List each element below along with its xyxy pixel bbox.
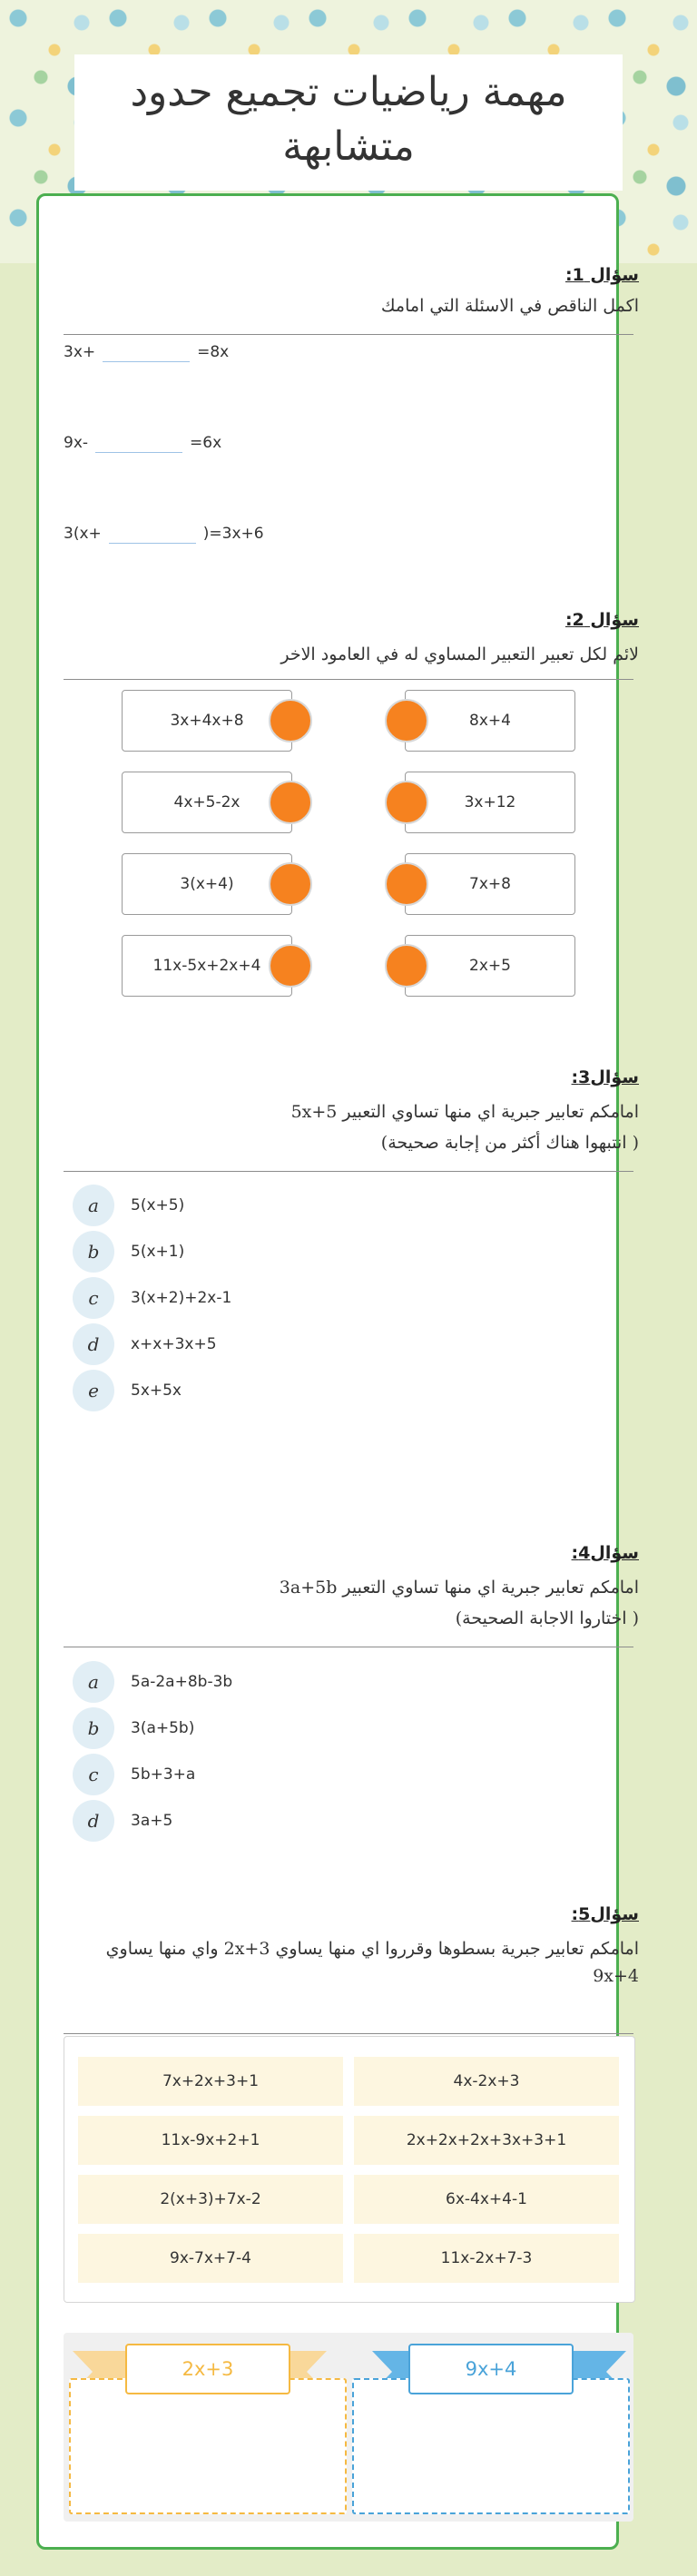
q3-option[interactable] bbox=[73, 1185, 184, 1226]
match-right-connector[interactable] bbox=[385, 944, 428, 988]
drop-zone-2x3[interactable] bbox=[69, 2378, 347, 2514]
match-left-item[interactable]: 3x+4x+8 bbox=[122, 690, 292, 752]
match-left-connector[interactable] bbox=[269, 699, 312, 742]
q4-option[interactable] bbox=[73, 1707, 194, 1749]
q1-text: اكمل الناقص في الاسئلة التي امامك bbox=[380, 296, 639, 316]
option-letter: c bbox=[73, 1754, 114, 1795]
draggable-chip[interactable]: 7x+2x+3+1 bbox=[78, 2057, 343, 2106]
option-letter: b bbox=[73, 1231, 114, 1273]
draggable-chip[interactable]: 2x+2x+2x+3x+3+1 bbox=[354, 2116, 619, 2165]
drop-zone-label: 9x+4 bbox=[408, 2344, 574, 2394]
drop-zone-label: 2x+3 bbox=[125, 2344, 290, 2394]
page-title: مهمة رياضيات تجميع حدود متشابهة bbox=[130, 69, 567, 170]
option-text: 5(x+5) bbox=[131, 1196, 185, 1214]
q1-row-3 bbox=[64, 523, 264, 544]
option-text: 5(x+1) bbox=[131, 1243, 185, 1261]
option-letter: d bbox=[73, 1323, 114, 1365]
draggable-chip[interactable]: 2(x+3)+7x-2 bbox=[78, 2175, 343, 2224]
q1-blank-3[interactable] bbox=[109, 523, 196, 544]
option-text: 5a-2a+8b-3b bbox=[131, 1673, 233, 1691]
q5-heading: سؤال5: bbox=[571, 1904, 639, 1924]
draggable-chip[interactable]: 6x-4x+4-1 bbox=[354, 2175, 619, 2224]
q1-heading: سؤال 1: bbox=[564, 265, 639, 285]
draggable-chip[interactable]: 11x-9x+2+1 bbox=[78, 2116, 343, 2165]
divider bbox=[64, 1171, 633, 1172]
q1-blank-1[interactable] bbox=[103, 341, 190, 362]
draggable-chip[interactable]: 9x-7x+7-4 bbox=[78, 2234, 343, 2283]
match-left-item[interactable]: 4x+5-2x bbox=[122, 772, 292, 833]
match-right-connector[interactable] bbox=[385, 699, 428, 742]
q2-heading: سؤال 2: bbox=[564, 610, 639, 630]
q4-text: امامكم تعابير جبرية اي منها تساوي التعبير 3a+5b bbox=[279, 1578, 639, 1598]
divider bbox=[64, 2033, 633, 2034]
option-text: 3(x+2)+2x-1 bbox=[131, 1289, 232, 1307]
divider bbox=[64, 679, 633, 680]
match-right-item[interactable]: 3x+12 bbox=[405, 772, 575, 833]
q1-row-1-before: 3x+ bbox=[64, 342, 96, 361]
q1-row-2-after: =6x bbox=[190, 433, 222, 452]
q4-option[interactable] bbox=[73, 1800, 172, 1842]
q3-note: ( انتبهوا هناك أكثر من إجابة صحيحة) bbox=[380, 1133, 639, 1153]
q3-option[interactable] bbox=[73, 1277, 231, 1319]
match-left-connector[interactable] bbox=[269, 944, 312, 988]
q3-heading: سؤال3: bbox=[571, 1067, 639, 1087]
match-right-connector[interactable] bbox=[385, 862, 428, 906]
q1-row-3-before: 3(x+ bbox=[64, 524, 102, 543]
q4-option[interactable] bbox=[73, 1754, 195, 1795]
option-text: 3(a+5b) bbox=[131, 1719, 195, 1737]
q3-option[interactable] bbox=[73, 1231, 184, 1273]
q3-option[interactable] bbox=[73, 1323, 217, 1365]
q2-text: لائم لكل تعبير التعبير المساوي له في العامود الاخر bbox=[280, 644, 639, 664]
q3-text: امامكم تعابير جبرية اي منها تساوي التعبير 5x+5 bbox=[290, 1102, 639, 1122]
q4-heading: سؤال4: bbox=[571, 1543, 639, 1563]
match-right-item[interactable]: 2x+5 bbox=[405, 935, 575, 997]
q1-row-1 bbox=[64, 341, 229, 362]
q4-note: ( اختاروا الاجابة الصحيحة) bbox=[455, 1608, 639, 1628]
option-text: 3a+5 bbox=[131, 1812, 173, 1830]
q1-row-2 bbox=[64, 432, 221, 453]
q1-blank-2[interactable] bbox=[95, 432, 182, 453]
option-letter: a bbox=[73, 1185, 114, 1226]
divider bbox=[64, 334, 633, 335]
option-text: x+x+3x+5 bbox=[131, 1335, 217, 1353]
q4-option[interactable] bbox=[73, 1661, 232, 1703]
match-left-item[interactable]: 3(x+4) bbox=[122, 853, 292, 915]
match-left-connector[interactable] bbox=[269, 862, 312, 906]
option-letter: b bbox=[73, 1707, 114, 1749]
q1-row-1-after: =8x bbox=[197, 342, 230, 361]
draggable-chip[interactable]: 11x-2x+7-3 bbox=[354, 2234, 619, 2283]
option-letter: a bbox=[73, 1661, 114, 1703]
q1-row-2-before: 9x- bbox=[64, 433, 89, 452]
q5-text: امامكم تعابير جبرية بسطوها وقرروا اي منها يساوي 2x+3 واي منها يساوي 9x+4 bbox=[105, 1939, 639, 1986]
match-left-connector[interactable] bbox=[269, 781, 312, 824]
draggable-chip[interactable]: 4x-2x+3 bbox=[354, 2057, 619, 2106]
drop-zone-9x4[interactable] bbox=[352, 2378, 630, 2514]
q3-option[interactable] bbox=[73, 1370, 182, 1411]
option-text: 5b+3+a bbox=[131, 1765, 196, 1784]
match-right-item[interactable]: 7x+8 bbox=[405, 853, 575, 915]
match-right-item[interactable]: 8x+4 bbox=[405, 690, 575, 752]
option-letter: d bbox=[73, 1800, 114, 1842]
option-text: 5x+5x bbox=[131, 1381, 182, 1400]
option-letter: e bbox=[73, 1370, 114, 1411]
match-left-item[interactable]: 11x-5x+2x+4 bbox=[122, 935, 292, 997]
option-letter: c bbox=[73, 1277, 114, 1319]
match-right-connector[interactable] bbox=[385, 781, 428, 824]
q1-row-3-after: )=3x+6 bbox=[202, 524, 264, 543]
